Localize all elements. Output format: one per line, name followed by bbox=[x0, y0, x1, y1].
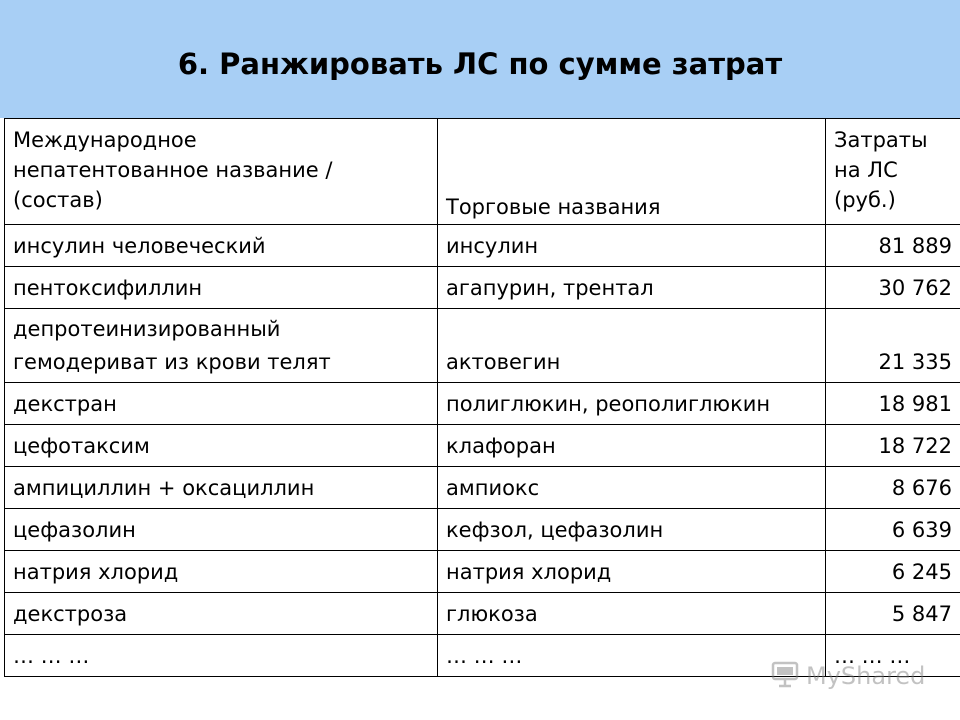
cell-cost: 21 335 bbox=[826, 309, 960, 383]
table-row bbox=[5, 383, 960, 425]
cell-cost: 5 847 bbox=[826, 593, 960, 635]
drug-cost-table bbox=[4, 118, 960, 677]
table-row bbox=[5, 267, 960, 309]
presentation-icon bbox=[770, 659, 800, 693]
cell-cost: 18 981 bbox=[826, 383, 960, 425]
cell-trade: агапурин, трентал bbox=[438, 267, 826, 309]
header-cost: Затраты на ЛС (руб.) bbox=[826, 119, 960, 225]
slide-title: 6. Ранжировать ЛС по сумме затрат bbox=[177, 47, 783, 81]
cell-inn: депротеинизированный гемодериват из крови телят bbox=[5, 309, 438, 383]
cell-cost: 6 639 bbox=[826, 509, 960, 551]
table-row bbox=[5, 225, 960, 267]
cell-trade: ампиокс bbox=[438, 467, 826, 509]
header-trade-names: Торговые названия bbox=[438, 119, 826, 225]
cell-inn: натрия хлорид bbox=[5, 551, 438, 593]
watermark bbox=[770, 656, 930, 696]
table-row bbox=[5, 309, 960, 383]
cell-cost: 6 245 bbox=[826, 551, 960, 593]
cell-cost: 30 762 bbox=[826, 267, 960, 309]
table-row bbox=[5, 551, 960, 593]
cell-trade: глюкоза bbox=[438, 593, 826, 635]
cell-trade: полиглюкин, реополиглюкин bbox=[438, 383, 826, 425]
cell-inn: декстроза bbox=[5, 593, 438, 635]
cell-cost: 8 676 bbox=[826, 467, 960, 509]
cell-inn: цефотаксим bbox=[5, 425, 438, 467]
cell-inn: цефазолин bbox=[5, 509, 438, 551]
cell-inn: инсулин человеческий bbox=[5, 225, 438, 267]
cell-inn: ампициллин + оксациллин bbox=[5, 467, 438, 509]
header-inn: Международное непатентованное название / (состав) bbox=[5, 119, 438, 225]
cell-cost: 18 722 bbox=[826, 425, 960, 467]
table-row bbox=[5, 593, 960, 635]
cell-trade: … … … bbox=[438, 635, 826, 677]
cell-inn: … … … bbox=[5, 635, 438, 677]
cell-trade: натрия хлорид bbox=[438, 551, 826, 593]
cell-trade: актовегин bbox=[438, 309, 826, 383]
cell-cost: … … … bbox=[826, 635, 960, 677]
cell-inn: декстран bbox=[5, 383, 438, 425]
cell-inn: пентоксифиллин bbox=[5, 267, 438, 309]
cell-cost: 81 889 bbox=[826, 225, 960, 267]
cell-trade: кефзол, цефазолин bbox=[438, 509, 826, 551]
table-row bbox=[5, 467, 960, 509]
cell-trade: клафоран bbox=[438, 425, 826, 467]
watermark-text: MyShared bbox=[806, 662, 926, 690]
cell-trade: инсулин bbox=[438, 225, 826, 267]
title-banner bbox=[0, 0, 960, 118]
table-row bbox=[5, 509, 960, 551]
table-header-row bbox=[5, 119, 960, 225]
table-row bbox=[5, 425, 960, 467]
